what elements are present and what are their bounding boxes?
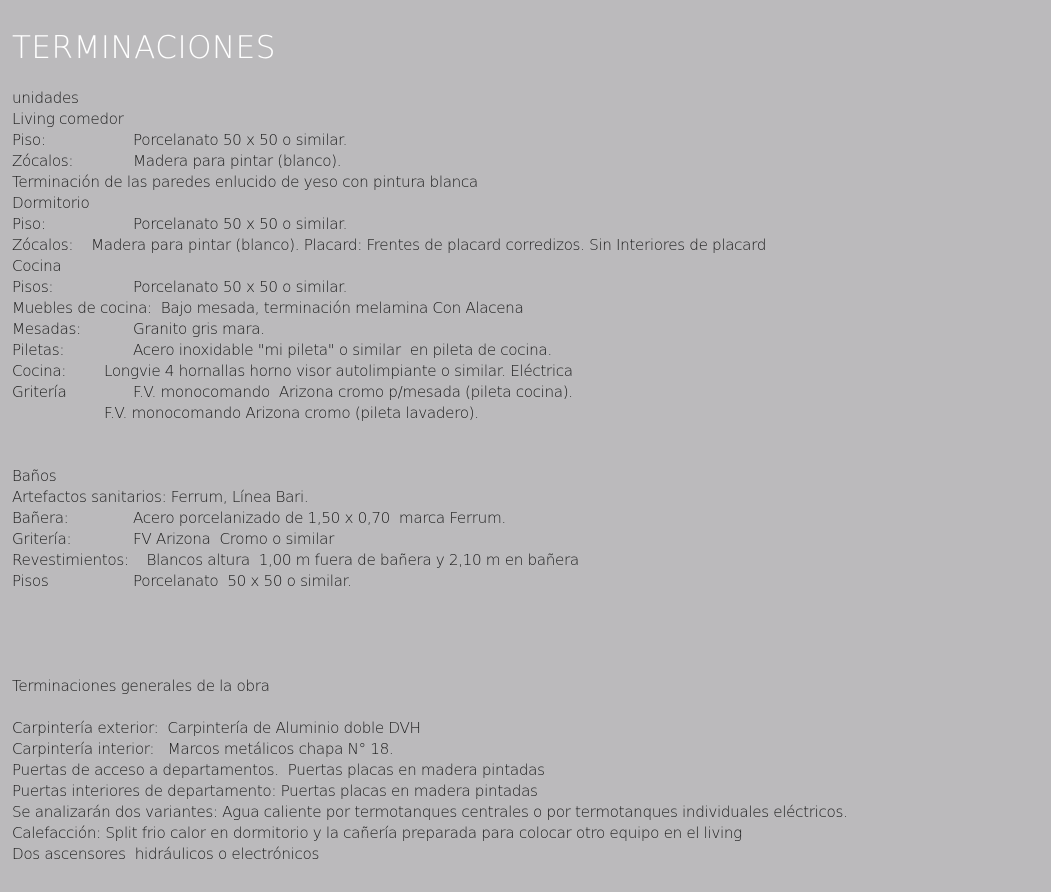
cocina-griteria-label: Gritería (12, 383, 67, 401)
cocina-piletas-value: Acero inoxidable "mi pileta" o similar en pileta de cocina. (133, 341, 552, 359)
living-zocalos-label: Zócalos: (12, 152, 74, 170)
cocina-piletas-line (12, 340, 1042, 361)
cocina-pisos-label: Pisos: (12, 278, 54, 296)
generales-item: Puertas interiores de departamento: Puertas placas en madera pintadas (12, 782, 538, 800)
cocina-muebles-line: Muebles de cocina: Bajo mesada, terminación melamina Con Alacena (12, 299, 524, 317)
banos-heading: Baños (12, 467, 57, 485)
unidades-line: unidades (12, 89, 79, 107)
living-heading: Living comedor (12, 110, 124, 128)
cocina-heading: Cocina (12, 257, 62, 275)
generales-item: Carpintería exterior: Carpintería de Aluminio doble DVH (12, 719, 421, 737)
generales-item: Calefacción: Split frio calor en dormitorio y la cañería preparada para colocar otro equipo en el living (12, 824, 742, 842)
living-piso-value: Porcelanato 50 x 50 o similar. (133, 131, 348, 149)
banos-banera-value: Acero porcelanizado de 1,50 x 0,70 marca Ferrum. (133, 509, 506, 527)
banos-griteria-line (12, 529, 1042, 550)
banos-griteria-value: FV Arizona Cromo o similar (133, 530, 334, 548)
banos-pisos-line (12, 571, 1042, 592)
generales-heading: Terminaciones generales de la obra (12, 677, 270, 695)
cocina-griteria-line (12, 382, 1042, 403)
cocina-pisos-line (12, 277, 1042, 298)
banos-banera-line (12, 508, 1042, 529)
living-piso-label: Piso: (12, 131, 46, 149)
page-title: TERMINACIONES (12, 30, 276, 66)
living-paredes-line: Terminación de las paredes enlucido de yeso con pintura blanca (12, 173, 478, 191)
generales-item: Puertas de acceso a departamentos. Puertas placas en madera pintadas (12, 761, 545, 779)
generales-item: Se analizarán dos variantes: Agua caliente por termotanques centrales o por termotanques individuales eléctricos. (12, 803, 848, 821)
cocina-mesadas-value: Granito gris mara. (133, 320, 265, 338)
cocina-pisos-value: Porcelanato 50 x 50 o similar. (133, 278, 348, 296)
cocina-griteria-value: F.V. monocomando Arizona cromo p/mesada (pileta cocina). (133, 383, 573, 401)
banos-revestimientos-line: Revestimientos: Blancos altura 1,00 m fuera de bañera y 2,10 m en bañera (12, 551, 579, 569)
banos-pisos-value: Porcelanato 50 x 50 o similar. (133, 572, 352, 590)
document-body (12, 88, 1042, 865)
cocina-mesadas-line (12, 319, 1042, 340)
cocina-cocina-value: Longvie 4 hornallas horno visor autolimpiante o similar. Eléctrica (104, 362, 573, 380)
spacer (12, 697, 1042, 718)
dormitorio-heading: Dormitorio (12, 194, 90, 212)
generales-item: Carpintería interior: Marcos metálicos chapa N° 18. (12, 740, 394, 758)
cocina-cocina-label: Cocina: (12, 362, 67, 380)
cocina-piletas-label: Piletas: (12, 341, 65, 359)
banos-pisos-label: Pisos (12, 572, 49, 590)
spacer (12, 592, 1042, 676)
living-piso-line (12, 130, 1042, 151)
banos-artefactos-line: Artefactos sanitarios: Ferrum, Línea Bari. (12, 488, 309, 506)
spacer (12, 424, 1042, 466)
generales-item: Dos ascensores hidráulicos o electrónicos (12, 845, 320, 863)
cocina-cocina-line (12, 361, 1042, 382)
dormitorio-piso-label: Piso: (12, 215, 46, 233)
banos-banera-label: Bañera: (12, 509, 69, 527)
cocina-griteria-line-2: F.V. monocomando Arizona cromo (pileta lavadero). (104, 404, 479, 422)
cocina-mesadas-label: Mesadas: (12, 320, 81, 338)
living-zocalos-value: Madera para pintar (blanco). (133, 152, 342, 170)
living-zocalos-line (12, 151, 1042, 172)
dormitorio-piso-line (12, 214, 1042, 235)
dormitorio-zocalos-line: Zócalos: Madera para pintar (blanco). Placard: Frentes de placard corredizos. Sin Interiores de placard (12, 236, 767, 254)
banos-griteria-label: Gritería: (12, 530, 72, 548)
dormitorio-piso-value: Porcelanato 50 x 50 o similar. (133, 215, 348, 233)
